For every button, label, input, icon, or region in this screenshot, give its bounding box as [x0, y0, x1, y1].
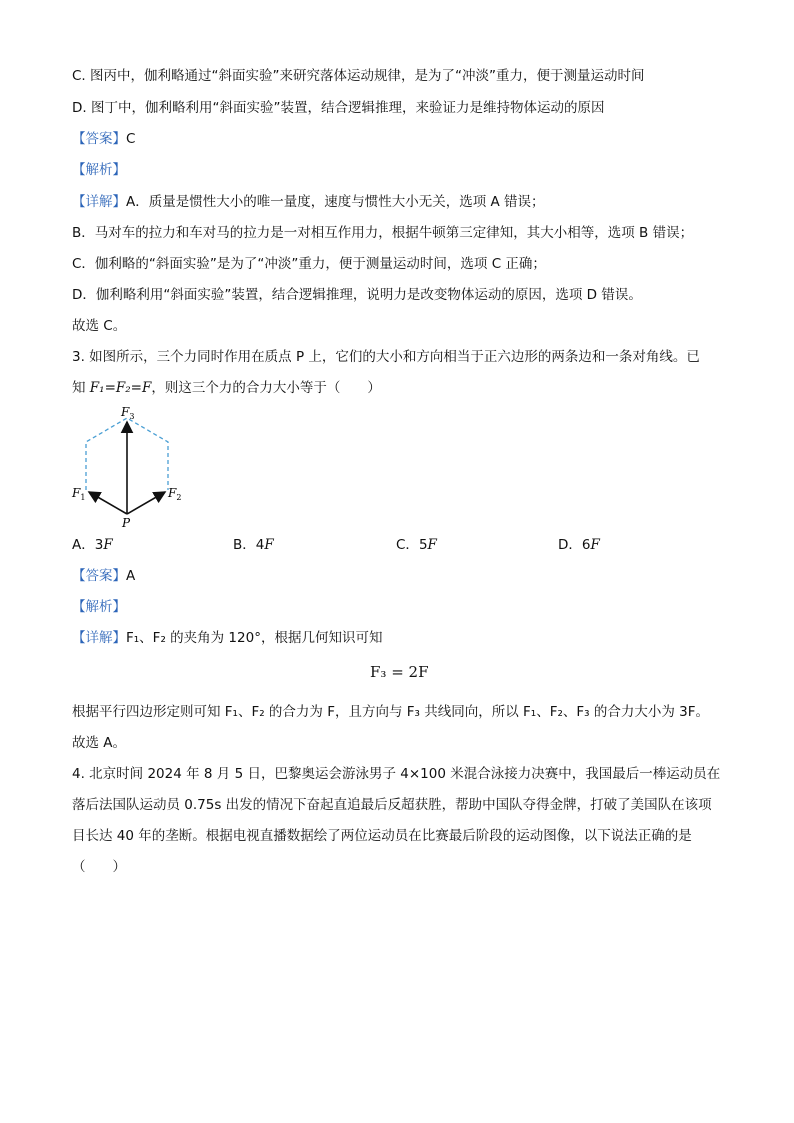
answer-value: C [126, 131, 136, 147]
answer-tag: 【答案】 [72, 131, 126, 147]
label-f1: $F_1$ [72, 486, 86, 502]
detail-a-line [72, 192, 545, 212]
option-c-text: C. 图丙中，伽利略通过“斜面实验”来研究落体运动规律，是为了“冲淡”重力，便于测量运动时间 [72, 68, 645, 84]
analysis-label: 【解析】 [72, 162, 126, 178]
q3-stem-line1: 3. 如图所示，三个力同时作用在质点 P 上，它们的大小和方向相当于正六边形的两条边和一条对角线。已 [72, 349, 700, 365]
option-var: F [264, 537, 274, 553]
hexagon-force-diagram [68, 400, 198, 532]
option-letter: B． [233, 537, 256, 553]
q3-formula: F₃ = 2F [370, 663, 429, 681]
q4-line1: 4. 北京时间 2024 年 8 月 5 日，巴黎奥运会游泳男子 4×100 米混合泳接力决赛中，我国最后一棒运动员在 [72, 766, 721, 782]
q3-explain: 根据平行四边形定则可知 F₁、F₂ 的合力为 F，且方向与 F₃ 共线同向，所以 F₁、F₂、F₃ 的合力大小为 3F。 [72, 704, 710, 720]
detail-b-text: B．马对车的拉力和车对马的拉力是一对相互作用力，根据牛顿第三定律知，其大小相等，选项 B 错误； [72, 225, 694, 241]
q4-line4: （ ） [72, 859, 126, 875]
option-d-text: D. 图丁中，伽利略利用“斜面实验”装置，结合逻辑推理，来验证力是维持物体运动的原因 [72, 100, 605, 116]
conclusion-text: 故选 C。 [72, 318, 127, 334]
q3-option-b[interactable] [233, 535, 274, 555]
option-letter: C． [396, 537, 419, 553]
answer-line [72, 129, 135, 149]
q3-conclusion: 故选 A。 [72, 735, 127, 751]
option-var: F [427, 537, 437, 553]
q3-stem-equation: F₁=F₂=F [89, 380, 152, 396]
q3-detail-tag: 【详解】 [72, 630, 126, 646]
detail-c-text: C．伽利略的“斜面实验”是为了“冲淡”重力，便于测量运动时间，选项 C 正确； [72, 256, 546, 272]
label-p: P [122, 516, 131, 530]
q3-stem-prefix: 知 [72, 380, 90, 396]
detail-a-text: A．质量是惯性大小的唯一量度，速度与惯性大小无关，选项 A 错误； [126, 194, 545, 210]
force-f2-arrow [127, 492, 165, 514]
option-num: 6 [581, 537, 591, 553]
q3-answer-value: A [126, 568, 136, 584]
q3-answer-tag: 【答案】 [72, 568, 126, 584]
label-f2: $F_2$ [168, 486, 182, 502]
q4-line2: 落后法国队运动员 0.75s 出发的情况下奋起直追最后反超获胜，帮助中国队夺得金牌，打破了美国队在该项 [72, 797, 712, 813]
option-num: 3 [94, 537, 104, 553]
label-f3: $F_3$ [121, 405, 135, 421]
q3-answer-line [72, 566, 135, 586]
q3-analysis-tag: 【解析】 [72, 599, 126, 615]
q3-stem-suffix: ，则这三个力的合力大小等于（ ） [151, 380, 381, 396]
option-letter: A． [72, 537, 95, 553]
force-f1-arrow [89, 492, 127, 514]
detail-tag: 【详解】 [72, 194, 126, 210]
option-var: F [590, 537, 600, 553]
option-num: 4 [255, 537, 265, 553]
analysis-tag [72, 160, 126, 180]
detail-d-text: D．伽利略利用“斜面实验”装置，结合逻辑推理，说明力是改变物体运动的原因，选项 D 错误。 [72, 287, 642, 303]
option-letter: D． [558, 537, 582, 553]
q3-option-c[interactable] [396, 535, 437, 555]
q3-stem-line2 [72, 378, 381, 398]
q3-detail-line [72, 628, 382, 648]
q4-line3: 目长达 40 年的垄断。根据电视直播数据绘了两位运动员在比赛最后阶段的运动图像，以下说法正确的是 [72, 828, 692, 844]
option-num: 5 [418, 537, 428, 553]
q3-analysis-line [72, 597, 126, 617]
q3-detail-text: F₁、F₂ 的夹角为 120°，根据几何知识可知 [126, 630, 383, 646]
option-var: F [103, 537, 113, 553]
q3-option-d[interactable] [558, 535, 600, 555]
q3-option-a[interactable] [72, 535, 113, 555]
